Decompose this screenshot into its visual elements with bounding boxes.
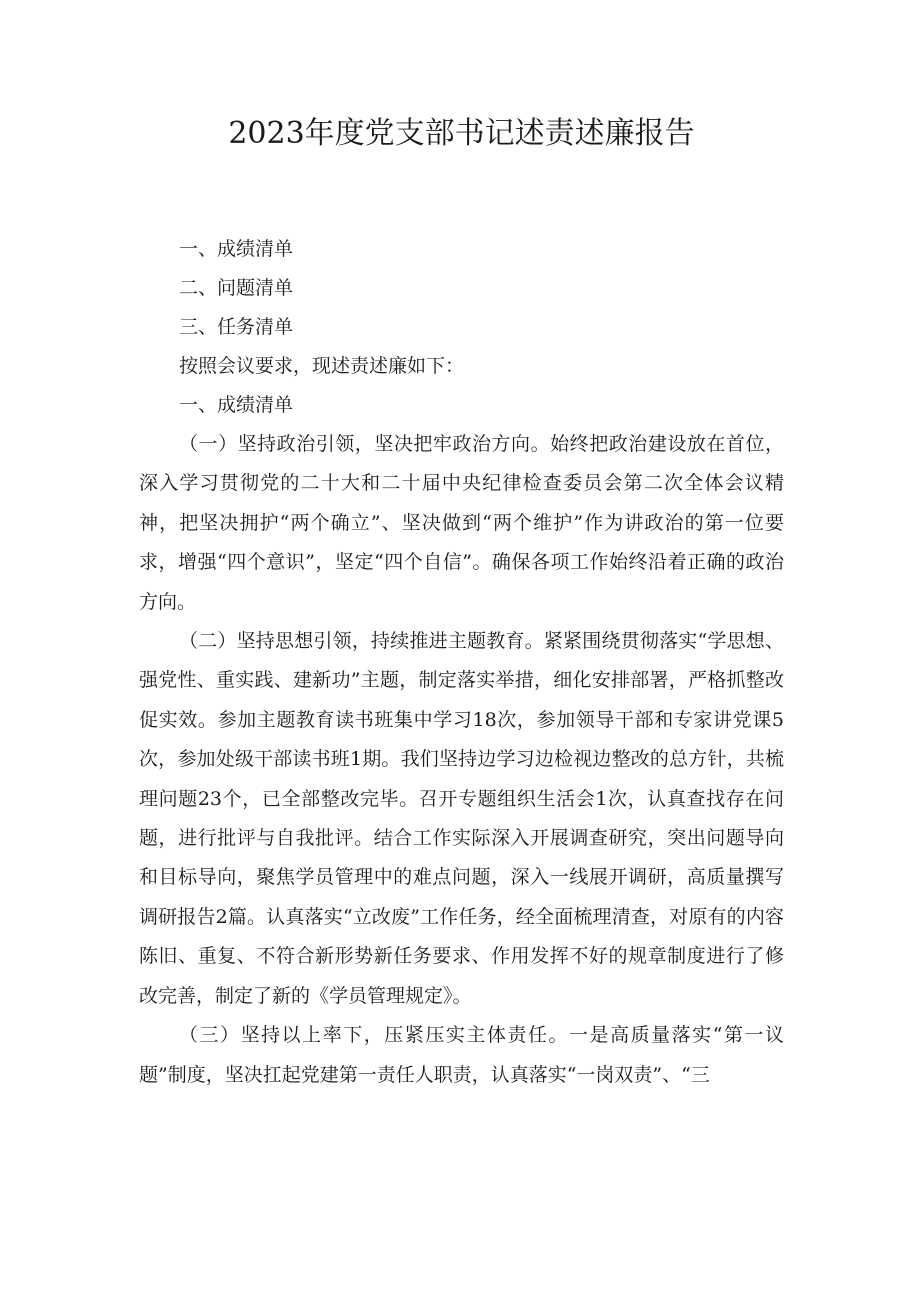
section-heading-1: 一、成绩清单: [179, 394, 294, 416]
body-paragraph-3: （三）坚持以上率下，压紧压实主体责任。一是高质量落实“第一议题”制度，坚决扛起党建第一责任人职责，认真落实“一岗双责”、“三: [139, 1024, 784, 1086]
toc-item-2: 二、问题清单: [179, 277, 294, 299]
document-title: 2023年度党支部书记述责述廉报告: [228, 116, 695, 151]
body-paragraph-2: （二）坚持思想引领，持续推进主题教育。紧紧围绕贯彻落实“学思想、强党性、重实践、建新功”主题，制定落实举措，细化安排部署，严格抓整改促实效。参加主题教育读书班集中学习18次，参加领导干部和专家讲党课5次，参加处级干部读书班1期。我们坚持边学习边检视边整改的总方针，共梳理问题23个，已全部整改完毕。召开专题组织生活会1次，认真查找存在问题，进行批评与自我批评。结合工作实际深入开展调查研究，突出问题导向和目标导向，聚焦学员管理中的难点问题，深入一线展开调研，高质量撰写调研报告2篇。认真落实“立改废”工作任务，经全面梳理清查，对原有的内容陈旧、重复、不符合新形势新任务要求、作用发挥不好的规章制度进行了修改完善，制定了新的《学员管理规定》。: [139, 630, 784, 1007]
intro-text: 按照会议要求，现述责述廉如下：: [179, 355, 465, 377]
body-paragraph-1: （一）坚持政治引领，坚决把牢政治方向。始终把政治建设放在首位，深入学习贯彻党的二十大和二十届中央纪律检查委员会第二次全体会议精神，把坚决拥护“两个确立”、坚决做到“两个维护”作为讲政治的第一位要求，增强“四个意识”，坚定“四个自信”。确保各项工作始终沿着正确的政治方向。: [139, 433, 784, 613]
toc-item-1: 一、成绩清单: [179, 238, 294, 260]
table-of-contents: [139, 230, 784, 425]
toc-item-3: 三、任务清单: [179, 316, 294, 338]
